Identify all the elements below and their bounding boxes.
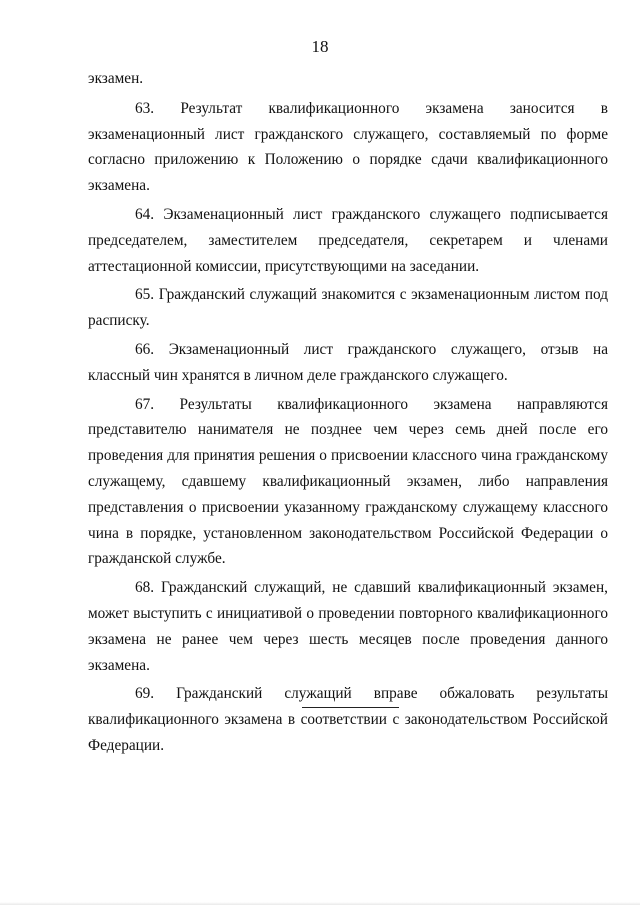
paragraph-64: 64. Экзаменационный лист гражданского служащего подписывается председателем, заместителем председателя, секретарем и членами аттестационной комиссии, присутствующими на заседании. — [88, 205, 608, 275]
document-body — [88, 66, 608, 759]
paragraph-66: 66. Экзаменационный лист гражданского служащего, отзыв на классный чин хранятся в личном деле гражданского служащего. — [88, 340, 608, 384]
paragraph-68: 68. Гражданский служащий, не сдавший квалификационный экзамен, может выступить с инициативой о проведении повторного квалификационного экзамена не ранее чем через шесть месяцев после проведения данного экзамена. — [88, 579, 608, 674]
paragraph-63: 63. Результат квалификационного экзамена заносится в экзаменационный лист гражданского служащего, составляемый по форме согласно приложению к Положению о порядке сдачи квалификационного экзамена. — [88, 99, 608, 195]
paragraph-67: 67. Результаты квалификационного экзамена направляются представителю нанимателя не позднее чем через семь дней после его проведения для принятия решения о присвоении классного чина гражданскому служащему, сдавшему квалификационный экзамен, либо направления представления о присвоении указанному гражданскому служащему классного чина в порядке, установленном законодательством Российской Федерации о гражданской службе. — [88, 395, 608, 568]
paragraph-65: 65. Гражданский служащий знакомится с экзаменационным листом под расписку. — [88, 286, 608, 330]
end-divider-line — [302, 707, 399, 708]
paragraph-69: 69. Гражданский служащий вправе обжаловать результаты квалификационного экзамена в соответствии с законодательством Российской Федерации. — [88, 685, 608, 754]
page-number: 18 — [311, 37, 329, 56]
paragraph-continuation: экзамен. — [88, 70, 144, 87]
